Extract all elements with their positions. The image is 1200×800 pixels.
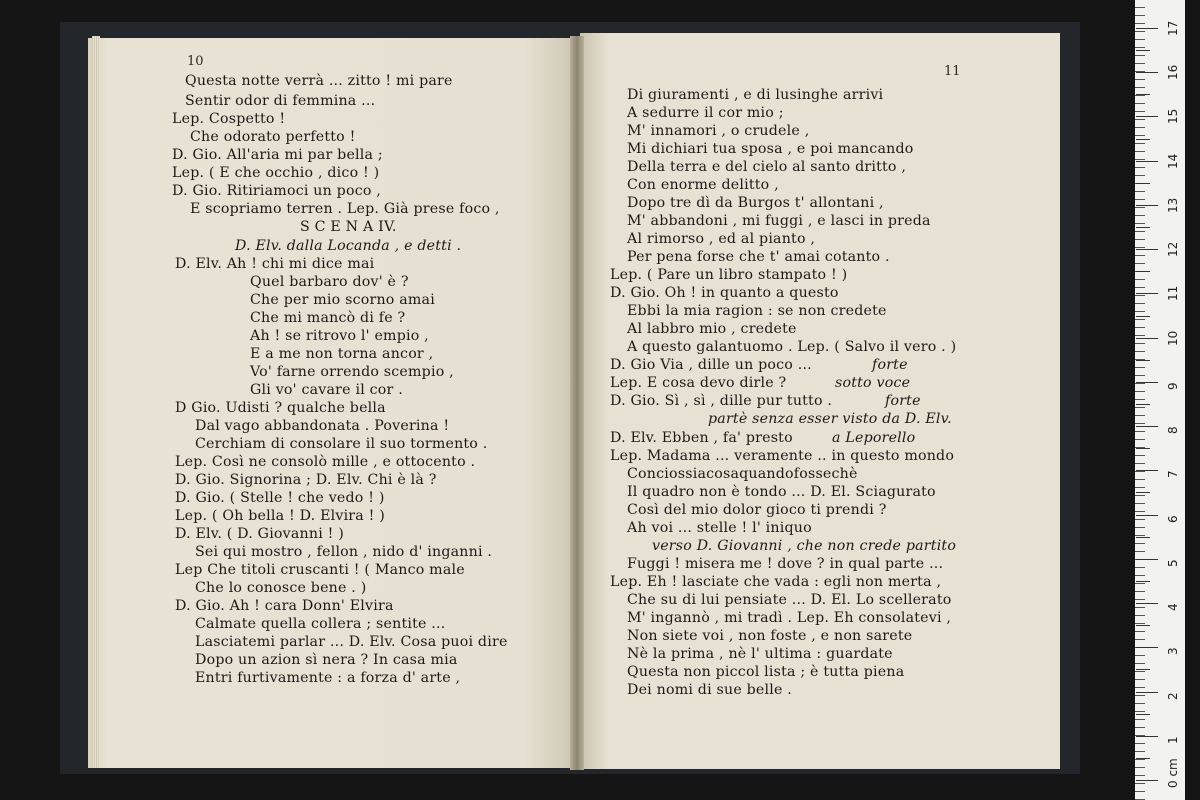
- ruler-label: 6: [1166, 514, 1180, 523]
- ruler-half-tick: [1136, 360, 1150, 361]
- left_page-text-line: Lep. Così ne consolò mille , e ottocento .: [175, 454, 476, 470]
- left_page-text-line: Calmate quella collera ; sentite ...: [195, 616, 446, 632]
- right_page-text-line: M' ingannò , mi tradì . Lep. Eh consolatevi ,: [627, 610, 952, 626]
- right_page-text-line: partè senza esser visto da D. Elv.: [708, 411, 952, 427]
- ruler-half-tick: [1136, 139, 1150, 140]
- ruler-half-tick: [1136, 50, 1150, 51]
- ruler-half-tick: [1136, 183, 1150, 184]
- left-page-number: 10: [187, 54, 204, 69]
- ruler-label: 0 cm: [1166, 758, 1180, 788]
- left_page-text-line: Sei qui mostro , fellon , nido d' inganni .: [195, 544, 493, 560]
- right_page-text-line: Lep. E cosa devo dirle ?: [610, 375, 787, 391]
- right_page-text-line: Nè la prima , nè l' ultima : guardate: [627, 646, 893, 662]
- ruler-half-tick: [1136, 227, 1150, 228]
- right_page-text-line: Di giuramenti , e di lusinghe arrivi: [627, 87, 884, 103]
- right_page-text-line: Dei nomi di sue belle .: [627, 682, 793, 698]
- ruler-label: 16: [1166, 64, 1180, 81]
- ruler-cm-tick: [1136, 515, 1158, 516]
- right_page-text-line: Così del mio dolor gioco ti prendi ?: [627, 502, 887, 518]
- ruler-half-tick: [1136, 758, 1150, 759]
- left_page-text-line: Quel barbaro dov' è ?: [250, 274, 409, 290]
- left_page-text-line: Lasciatemi parlar ... D. Elv. Cosa puoi dire: [195, 634, 508, 650]
- ruler-cm-tick: [1136, 736, 1158, 737]
- ruler-label: 9: [1166, 382, 1180, 390]
- right_page-text-line: Per pena forse che t' amai cotanto .: [627, 249, 890, 265]
- right_page-text-line: Fuggi ! misera me ! dove ? in qual parte ...: [627, 556, 944, 572]
- ruler-half-tick: [1136, 537, 1150, 538]
- ruler-cm-tick: [1136, 692, 1158, 693]
- ruler-label: 15: [1166, 109, 1180, 125]
- ruler-cm-tick: [1136, 249, 1158, 250]
- right_page-text-line: Il quadro non è tondo ... D. El. Sciagurato: [627, 484, 936, 500]
- left_page-text-line: D. Gio. Signorina ; D. Elv. Chi è là ?: [175, 472, 437, 488]
- right_page-text-line: Lep. ( Pare un libro stampato ! ): [610, 267, 848, 283]
- ruler-cm-tick: [1136, 470, 1158, 471]
- ruler-half-tick: [1136, 581, 1150, 582]
- right_page-text-line: M' innamori , o crudele ,: [627, 123, 810, 139]
- ruler-half-tick: [1136, 316, 1150, 317]
- left_page-text-line: Lep. Cospetto !: [172, 111, 286, 127]
- left_page-text-line: Entri furtivamente : a forza d' arte ,: [195, 670, 461, 686]
- ruler-label: 10: [1166, 330, 1180, 346]
- ruler-half-tick: [1136, 404, 1150, 405]
- right_page-text-line: a Leporello: [832, 430, 916, 446]
- left_page-text-line: Che lo conosce bene . ): [195, 580, 367, 596]
- right-page-number: 11: [944, 64, 961, 79]
- ruler-cm-tick: [1136, 338, 1158, 339]
- left_page-text-line: D. Gio. Ah ! cara Donn' Elvira: [175, 598, 394, 614]
- left_page-text-line: D. Gio. ( Stelle ! che vedo ! ): [175, 490, 385, 506]
- left_page-text-line: D. Elv. Ah ! chi mi dice mai: [175, 256, 375, 272]
- ruler-half-tick: [1136, 625, 1150, 626]
- left_page-text-line: Lep Che titoli cruscanti ! ( Manco male: [175, 562, 465, 578]
- right_page-text-line: Conciossiacosaquandofossechè: [627, 466, 858, 482]
- right_page-text-line: D. Elv. Ebben , fa' presto: [610, 430, 793, 446]
- ruler-label: 12: [1166, 241, 1180, 258]
- ruler-half-tick: [1136, 492, 1150, 493]
- left_page-text-line: D Gio. Udisti ? qualche bella: [175, 400, 386, 416]
- left_page-text-line: E scopriamo terren . Lep. Già prese foco ,: [190, 201, 500, 217]
- ruler-label: 13: [1166, 197, 1180, 213]
- right_page-text-line: Ah voi ... stelle ! l' iniquo: [627, 520, 812, 536]
- ruler-label: 7: [1166, 470, 1180, 479]
- right_page-text-line: sotto voce: [835, 375, 911, 391]
- ruler-cm-tick: [1136, 161, 1158, 162]
- ruler-half-tick: [1136, 669, 1150, 670]
- left_page-text-line: S C E N A IV.: [300, 219, 397, 235]
- ruler-label: 2: [1166, 691, 1180, 700]
- left_page-text-line: Che mi mancò di fe ?: [250, 310, 406, 326]
- ruler-half-tick: [1136, 714, 1150, 715]
- right_page-text-line: M' abbandoni , mi fuggi , e lasci in preda: [627, 213, 931, 229]
- ruler-cm-tick: [1136, 382, 1158, 383]
- right_page-text-line: Questa non piccol lista ; è tutta piena: [627, 664, 905, 680]
- ruler-label: 1: [1166, 736, 1180, 744]
- ruler-cm-tick: [1136, 647, 1158, 648]
- right_page-text-line: D. Gio Via , dille un poco ...: [610, 357, 812, 373]
- ruler-label: 8: [1166, 426, 1180, 435]
- ruler-half-tick: [1136, 271, 1150, 272]
- left_page-text-line: Vo' farne orrendo scempio ,: [250, 364, 454, 380]
- left_page-text-line: Cerchiam di consolare il suo tormento .: [195, 436, 488, 452]
- right_page-text-line: Dopo tre dì da Burgos t' allontani ,: [627, 195, 884, 211]
- right_page-text-line: Lep. Madama ... veramente .. in questo mondo: [610, 448, 955, 464]
- left_page-text-line: Che odorato perfetto !: [190, 129, 356, 145]
- right_page-text-line: Con enorme delitto ,: [627, 177, 779, 193]
- ruler-cm-tick: [1136, 780, 1158, 781]
- right_page-text-line: forte: [885, 393, 921, 409]
- right_page-text-line: Al labbro mio , credete: [627, 321, 797, 337]
- right_page-text-line: A sedurre il cor mio ;: [627, 105, 784, 121]
- left_page-text-line: D. Elv. ( D. Giovanni ! ): [175, 526, 345, 542]
- right_page-text-line: Non siete voi , non foste , e non sarete: [627, 628, 913, 644]
- right_page-text-line: Lep. Eh ! lasciate che vada : egli non merta ,: [610, 574, 942, 590]
- ruler-label: 3: [1166, 647, 1180, 656]
- left_page-text-line: D. Gio. All'aria mi par bella ;: [172, 147, 383, 163]
- right_page-text-line: D. Gio. Sì , sì , dille pur tutto .: [610, 393, 833, 409]
- right_page-text-line: Ebbi la mia ragion : se non credete: [627, 303, 887, 319]
- ruler-label: 11: [1166, 286, 1180, 302]
- right_page-text-line: verso D. Giovanni , che non crede partito: [652, 538, 957, 554]
- ruler-half-tick: [1136, 94, 1150, 95]
- page-edges: [92, 36, 100, 768]
- right_page-text-line: Mi dichiari tua sposa , e poi mancando: [627, 141, 914, 157]
- ruler-label: 4: [1166, 603, 1180, 612]
- ruler-cm-tick: [1136, 205, 1158, 206]
- right_page-text-line: Al rimorso , ed al pianto ,: [627, 231, 816, 247]
- right_page-text-line: A questo galantuomo . Lep. ( Salvo il vero . ): [627, 339, 957, 355]
- left_page-text-line: Questa notte verrà ... zitto ! mi pare: [185, 73, 453, 89]
- left_page-text-line: Dopo un azion sì nera ? In casa mia: [195, 652, 458, 668]
- ruler-cm-tick: [1136, 426, 1158, 427]
- ruler-cm-tick: [1136, 72, 1158, 73]
- left_page-text-line: Gli vo' cavare il cor .: [250, 382, 403, 398]
- ruler-cm-tick: [1136, 293, 1158, 294]
- left_page-text-line: E a me non torna ancor ,: [250, 346, 434, 362]
- left_page-text-line: Che per mio scorno amai: [250, 292, 435, 308]
- left_page-text-line: Sentir odor di femmina ...: [185, 93, 376, 109]
- left_page-text-line: Lep. ( Oh bella ! D. Elvira ! ): [175, 508, 386, 524]
- ruler-cm-tick: [1136, 603, 1158, 604]
- left_page-text-line: Dal vago abbandonata . Poverina !: [195, 418, 450, 434]
- ruler-cm-tick: [1136, 116, 1158, 117]
- book-gutter: [570, 36, 584, 770]
- left_page-text-line: Ah ! se ritrovo l' empio ,: [250, 328, 429, 344]
- right_page-text-line: forte: [872, 357, 908, 373]
- right_page-text-line: Che su di lui pensiate ... D. El. Lo scellerato: [627, 592, 952, 608]
- left_page-text-line: Lep. ( E che occhio , dico ! ): [172, 165, 380, 181]
- ruler-label: 5: [1166, 559, 1180, 567]
- right_page-text-line: Della terra e del cielo al santo dritto ,: [627, 159, 907, 175]
- ruler-label: 17: [1166, 20, 1180, 36]
- ruler-half-tick: [1136, 448, 1150, 449]
- ruler-cm-tick: [1136, 28, 1158, 29]
- left_page-text-line: D. Gio. Ritiriamoci un poco ,: [172, 183, 382, 199]
- ruler-label: 14: [1166, 153, 1180, 169]
- right_page-text-line: D. Gio. Oh ! in quanto a questo: [610, 285, 839, 301]
- left_page-text-line: D. Elv. dalla Locanda , e detti .: [235, 238, 462, 254]
- ruler-cm-tick: [1136, 559, 1158, 560]
